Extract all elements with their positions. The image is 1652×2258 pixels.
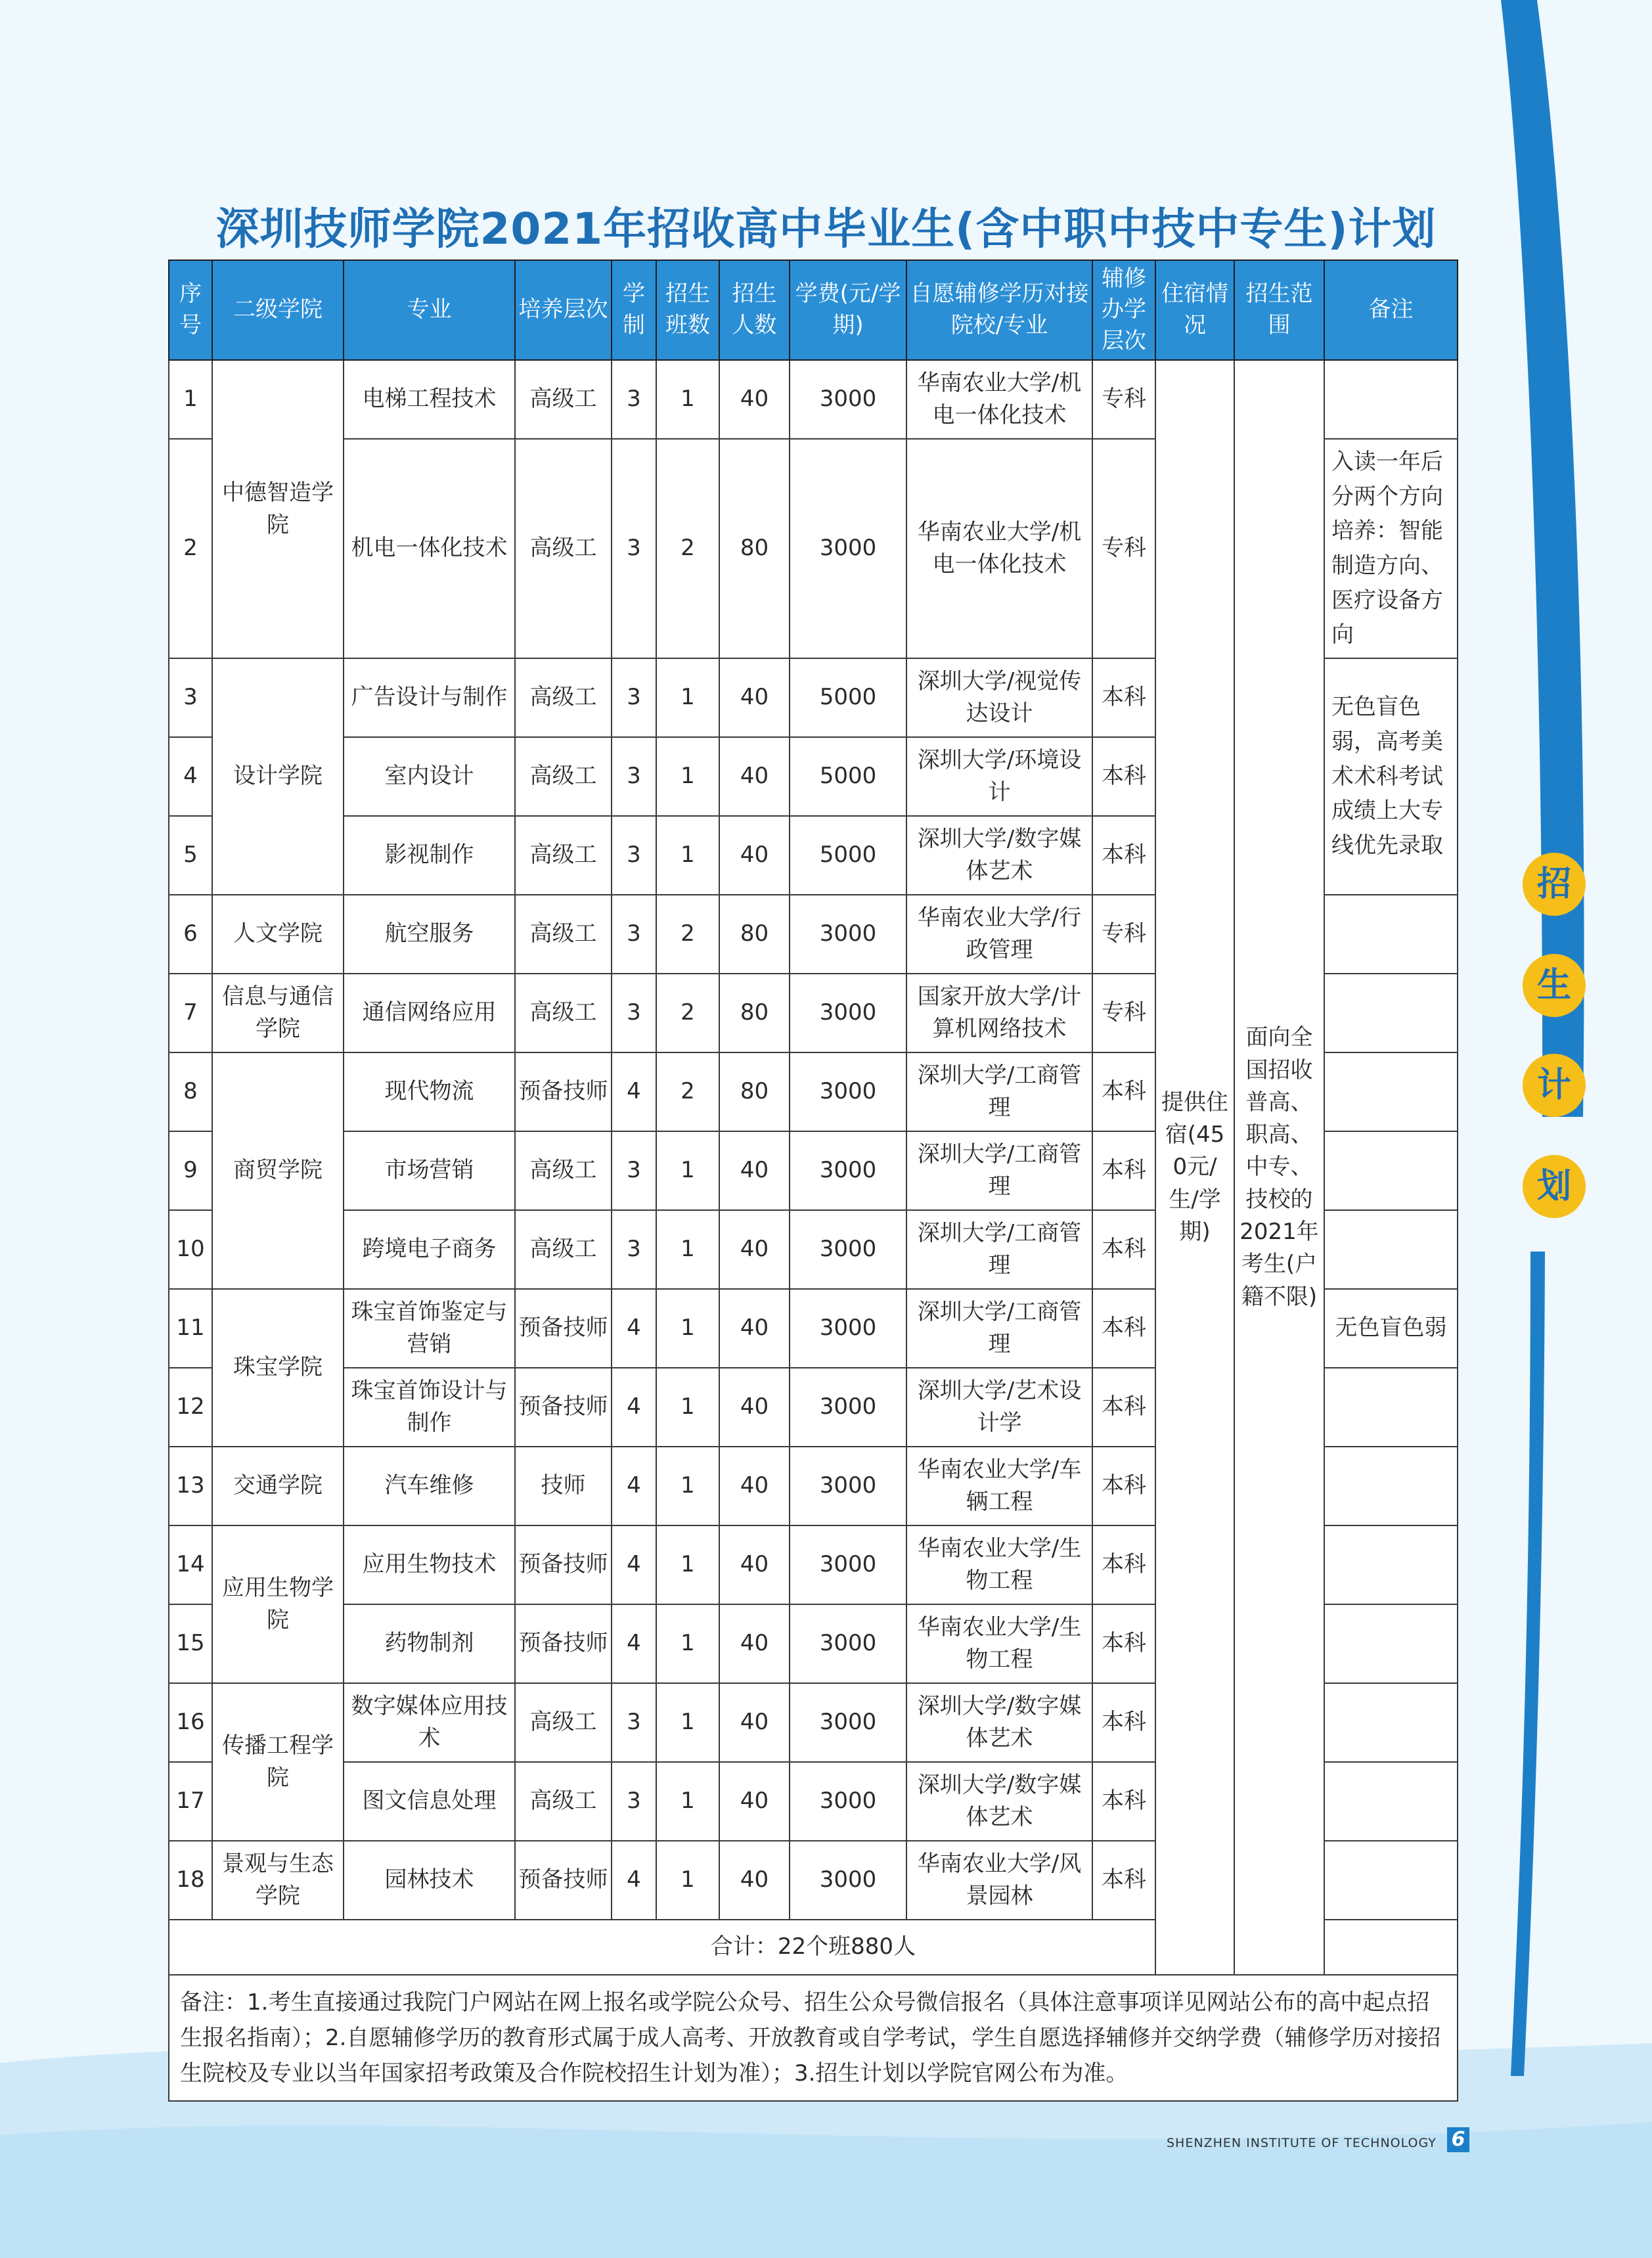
- years-cell: 3: [612, 1683, 656, 1762]
- minor-cell: 华南农业大学/风景园林: [906, 1841, 1092, 1920]
- level-cell: 预备技师: [515, 1368, 612, 1447]
- side-tag-sheng: 生: [1523, 954, 1586, 1017]
- degree-cell: 专科: [1092, 439, 1155, 658]
- students-cell: 40: [719, 737, 790, 816]
- degree-cell: 本科: [1092, 1289, 1155, 1368]
- minor-cell: 华南农业大学/机电一体化技术: [906, 439, 1092, 658]
- major-cell: 应用生物技术: [344, 1525, 515, 1604]
- row-number: 6: [169, 895, 212, 974]
- header-cell: 辅修办学层次: [1092, 260, 1155, 360]
- note-cell: [1324, 1683, 1458, 1762]
- major-cell: 影视制作: [344, 816, 515, 895]
- classes-cell: 2: [656, 1052, 719, 1131]
- fee-cell: 3000: [790, 1841, 906, 1920]
- minor-cell: 深圳大学/数字媒体艺术: [906, 1683, 1092, 1762]
- level-cell: 高级工: [515, 737, 612, 816]
- fee-cell: 3000: [790, 1525, 906, 1604]
- minor-cell: 深圳大学/工商管理: [906, 1210, 1092, 1289]
- years-cell: 4: [612, 1447, 656, 1525]
- minor-cell: 深圳大学/数字媒体艺术: [906, 1762, 1092, 1841]
- fee-cell: 3000: [790, 439, 906, 658]
- degree-cell: 本科: [1092, 1604, 1155, 1683]
- row-number: 2: [169, 439, 212, 658]
- major-cell: 珠宝首饰鉴定与营销: [344, 1289, 515, 1368]
- header-cell: 自愿辅修学历对接院校/专业: [906, 260, 1092, 360]
- row-number: 5: [169, 816, 212, 895]
- row-number: 10: [169, 1210, 212, 1289]
- classes-cell: 1: [656, 658, 719, 737]
- minor-cell: 华南农业大学/生物工程: [906, 1604, 1092, 1683]
- footer-institute-name: SHENZHEN INSTITUTE OF TECHNOLOGY: [1167, 2136, 1437, 2150]
- years-cell: 4: [612, 1368, 656, 1447]
- degree-cell: 本科: [1092, 1210, 1155, 1289]
- degree-cell: 本科: [1092, 1131, 1155, 1210]
- classes-cell: 1: [656, 1447, 719, 1525]
- classes-cell: 2: [656, 895, 719, 974]
- level-cell: 预备技师: [515, 1525, 612, 1604]
- classes-cell: 1: [656, 1131, 719, 1210]
- row-number: 15: [169, 1604, 212, 1683]
- college-cell: 珠宝学院: [212, 1289, 344, 1447]
- right-swoosh-top: [1501, 0, 1584, 1117]
- total-row: [169, 1920, 1458, 1975]
- remark-cell: 备注：1.考生直接通过我院门户网站在网上报名或学院公众号、招生公众号微信报名（具体注意事项详见网站公布的高中起点招生报名指南）；2.自愿辅修学历的教育形式属于成人高考、开放教育或自学考试，学生自愿选择辅修并交纳学费（辅修学历对接招生院校及专业以当年国家招考政策及合作院校招生计划为准）；3.招生计划以学院官网公布为准。: [169, 1975, 1458, 2101]
- note-cell: [1324, 1762, 1458, 1841]
- page-number: 6: [1447, 2127, 1469, 2152]
- classes-cell: 1: [656, 360, 719, 439]
- degree-cell: 本科: [1092, 816, 1155, 895]
- minor-cell: 深圳大学/环境设计: [906, 737, 1092, 816]
- minor-cell: 华南农业大学/行政管理: [906, 895, 1092, 974]
- fee-cell: 5000: [790, 737, 906, 816]
- major-cell: 数字媒体应用技术: [344, 1683, 515, 1762]
- level-cell: 高级工: [515, 439, 612, 658]
- years-cell: 4: [612, 1604, 656, 1683]
- degree-cell: 本科: [1092, 1762, 1155, 1841]
- years-cell: 3: [612, 439, 656, 658]
- row-number: 9: [169, 1131, 212, 1210]
- degree-cell: 专科: [1092, 974, 1155, 1052]
- students-cell: 80: [719, 895, 790, 974]
- table-header-row: [169, 260, 1458, 360]
- years-cell: 4: [612, 1052, 656, 1131]
- note-cell: [1324, 1604, 1458, 1683]
- side-tag-hua: 划: [1523, 1155, 1586, 1218]
- degree-cell: 本科: [1092, 1525, 1155, 1604]
- major-cell: 现代物流: [344, 1052, 515, 1131]
- minor-cell: 深圳大学/工商管理: [906, 1289, 1092, 1368]
- major-cell: 电梯工程技术: [344, 360, 515, 439]
- students-cell: 80: [719, 1052, 790, 1131]
- college-cell: 设计学院: [212, 658, 344, 895]
- classes-cell: 1: [656, 1762, 719, 1841]
- level-cell: 高级工: [515, 1683, 612, 1762]
- years-cell: 3: [612, 360, 656, 439]
- note-cell: [1324, 1131, 1458, 1210]
- table-row: [169, 360, 1458, 439]
- row-number: 18: [169, 1841, 212, 1920]
- level-cell: 高级工: [515, 895, 612, 974]
- fee-cell: 3000: [790, 1762, 906, 1841]
- years-cell: 3: [612, 737, 656, 816]
- fee-cell: 5000: [790, 816, 906, 895]
- side-tag-zhao: 招: [1523, 853, 1586, 916]
- note-cell: [1324, 1525, 1458, 1604]
- major-cell: 图文信息处理: [344, 1762, 515, 1841]
- total-cell: 合计：22个班880人: [169, 1920, 1458, 1975]
- students-cell: 40: [719, 1762, 790, 1841]
- degree-cell: 专科: [1092, 895, 1155, 974]
- degree-cell: 本科: [1092, 1052, 1155, 1131]
- header-cell: 培养层次: [515, 260, 612, 360]
- header-cell: 招生人数: [719, 260, 790, 360]
- remark-row: [169, 1975, 1458, 2101]
- fee-cell: 3000: [790, 1604, 906, 1683]
- college-cell: 传播工程学院: [212, 1683, 344, 1841]
- side-tag-ji: 计: [1523, 1054, 1586, 1117]
- classes-cell: 1: [656, 737, 719, 816]
- major-cell: 机电一体化技术: [344, 439, 515, 658]
- years-cell: 3: [612, 658, 656, 737]
- students-cell: 40: [719, 1447, 790, 1525]
- note-cell: [1324, 1210, 1458, 1289]
- classes-cell: 1: [656, 1289, 719, 1368]
- note-cell: [1324, 1447, 1458, 1525]
- years-cell: 3: [612, 1131, 656, 1210]
- fee-cell: 3000: [790, 895, 906, 974]
- years-cell: 3: [612, 816, 656, 895]
- college-cell: 信息与通信学院: [212, 974, 344, 1052]
- years-cell: 3: [612, 895, 656, 974]
- row-number: 1: [169, 360, 212, 439]
- classes-cell: 1: [656, 1683, 719, 1762]
- college-cell: 应用生物学院: [212, 1525, 344, 1683]
- major-cell: 市场营销: [344, 1131, 515, 1210]
- note-cell: 入读一年后分两个方向培养：智能制造方向、医疗设备方向: [1324, 439, 1458, 658]
- scope-cell: 面向全国招收普高、职高、中专、技校的2021年考生(户籍不限): [1234, 360, 1324, 1975]
- years-cell: 3: [612, 1762, 656, 1841]
- header-cell: 学费(元/学期): [790, 260, 906, 360]
- minor-cell: 深圳大学/工商管理: [906, 1131, 1092, 1210]
- major-cell: 航空服务: [344, 895, 515, 974]
- level-cell: 高级工: [515, 658, 612, 737]
- row-number: 8: [169, 1052, 212, 1131]
- classes-cell: 1: [656, 1841, 719, 1920]
- classes-cell: 2: [656, 974, 719, 1052]
- level-cell: 高级工: [515, 1131, 612, 1210]
- row-number: 3: [169, 658, 212, 737]
- level-cell: 技师: [515, 1447, 612, 1525]
- college-cell: 商贸学院: [212, 1052, 344, 1289]
- header-cell: 备注: [1324, 260, 1458, 360]
- minor-cell: 华南农业大学/生物工程: [906, 1525, 1092, 1604]
- students-cell: 40: [719, 1604, 790, 1683]
- degree-cell: 本科: [1092, 1368, 1155, 1447]
- note-cell: [1324, 974, 1458, 1052]
- level-cell: 预备技师: [515, 1841, 612, 1920]
- row-number: 7: [169, 974, 212, 1052]
- college-cell: 交通学院: [212, 1447, 344, 1525]
- level-cell: 高级工: [515, 1210, 612, 1289]
- classes-cell: 1: [656, 1604, 719, 1683]
- students-cell: 40: [719, 1210, 790, 1289]
- level-cell: 高级工: [515, 974, 612, 1052]
- level-cell: 高级工: [515, 816, 612, 895]
- students-cell: 40: [719, 1131, 790, 1210]
- years-cell: 4: [612, 1525, 656, 1604]
- major-cell: 室内设计: [344, 737, 515, 816]
- level-cell: 高级工: [515, 360, 612, 439]
- years-cell: 3: [612, 1210, 656, 1289]
- minor-cell: 深圳大学/艺术设计学: [906, 1368, 1092, 1447]
- note-cell: [1324, 1841, 1458, 1920]
- classes-cell: 1: [656, 1525, 719, 1604]
- years-cell: 4: [612, 1841, 656, 1920]
- minor-cell: 国家开放大学/计算机网络技术: [906, 974, 1092, 1052]
- degree-cell: 本科: [1092, 1683, 1155, 1762]
- level-cell: 预备技师: [515, 1289, 612, 1368]
- college-cell: 人文学院: [212, 895, 344, 974]
- note-cell: [1324, 360, 1458, 439]
- note-cell: [1324, 1052, 1458, 1131]
- fee-cell: 3000: [790, 1368, 906, 1447]
- degree-cell: 本科: [1092, 1841, 1155, 1920]
- degree-cell: 本科: [1092, 737, 1155, 816]
- header-cell: 二级学院: [212, 260, 344, 360]
- right-swoosh-bottom: [1511, 1252, 1545, 2076]
- classes-cell: 1: [656, 1210, 719, 1289]
- major-cell: 跨境电子商务: [344, 1210, 515, 1289]
- students-cell: 40: [719, 1525, 790, 1604]
- row-number: 17: [169, 1762, 212, 1841]
- years-cell: 4: [612, 1289, 656, 1368]
- fee-cell: 5000: [790, 658, 906, 737]
- students-cell: 40: [719, 1289, 790, 1368]
- classes-cell: 1: [656, 1368, 719, 1447]
- college-cell: 中德智造学院: [212, 360, 344, 658]
- major-cell: 通信网络应用: [344, 974, 515, 1052]
- years-cell: 3: [612, 974, 656, 1052]
- level-cell: 预备技师: [515, 1052, 612, 1131]
- row-number: 16: [169, 1683, 212, 1762]
- header-cell: 招生班数: [656, 260, 719, 360]
- row-number: 14: [169, 1525, 212, 1604]
- students-cell: 80: [719, 974, 790, 1052]
- level-cell: 高级工: [515, 1762, 612, 1841]
- page-title: 深圳技师学院2021年招收高中毕业生(含中职中技中专生)计划: [215, 204, 1437, 254]
- enrollment-plan-table: [168, 260, 1458, 2102]
- minor-cell: 深圳大学/数字媒体艺术: [906, 816, 1092, 895]
- fee-cell: 3000: [790, 1131, 906, 1210]
- fee-cell: 3000: [790, 1210, 906, 1289]
- note-cell: 无色盲色弱，高考美术术科考试成绩上大专线优先录取: [1324, 658, 1458, 895]
- header-cell: 序号: [169, 260, 212, 360]
- header-cell: 招生范围: [1234, 260, 1324, 360]
- students-cell: 80: [719, 439, 790, 658]
- major-cell: 药物制剂: [344, 1604, 515, 1683]
- minor-cell: 华南农业大学/机电一体化技术: [906, 360, 1092, 439]
- classes-cell: 1: [656, 816, 719, 895]
- row-number: 4: [169, 737, 212, 816]
- classes-cell: 2: [656, 439, 719, 658]
- row-number: 12: [169, 1368, 212, 1447]
- degree-cell: 本科: [1092, 1447, 1155, 1525]
- header-cell: 学制: [612, 260, 656, 360]
- fee-cell: 3000: [790, 1683, 906, 1762]
- accommodation-cell: 提供住宿(450元/生/学期): [1155, 360, 1234, 1975]
- major-cell: 园林技术: [344, 1841, 515, 1920]
- students-cell: 40: [719, 1683, 790, 1762]
- row-number: 13: [169, 1447, 212, 1525]
- level-cell: 预备技师: [515, 1604, 612, 1683]
- college-cell: 景观与生态学院: [212, 1841, 344, 1920]
- note-cell: [1324, 895, 1458, 974]
- minor-cell: 深圳大学/视觉传达设计: [906, 658, 1092, 737]
- students-cell: 40: [719, 1841, 790, 1920]
- major-cell: 广告设计与制作: [344, 658, 515, 737]
- fee-cell: 3000: [790, 1289, 906, 1368]
- fee-cell: 3000: [790, 1447, 906, 1525]
- row-number: 11: [169, 1289, 212, 1368]
- fee-cell: 3000: [790, 1052, 906, 1131]
- major-cell: 汽车维修: [344, 1447, 515, 1525]
- header-cell: 住宿情况: [1155, 260, 1234, 360]
- note-cell: 无色盲色弱: [1324, 1289, 1458, 1368]
- degree-cell: 专科: [1092, 360, 1155, 439]
- students-cell: 40: [719, 1368, 790, 1447]
- minor-cell: 华南农业大学/车辆工程: [906, 1447, 1092, 1525]
- minor-cell: 深圳大学/工商管理: [906, 1052, 1092, 1131]
- fee-cell: 3000: [790, 360, 906, 439]
- degree-cell: 本科: [1092, 658, 1155, 737]
- students-cell: 40: [719, 816, 790, 895]
- header-cell: 专业: [344, 260, 515, 360]
- fee-cell: 3000: [790, 974, 906, 1052]
- major-cell: 珠宝首饰设计与制作: [344, 1368, 515, 1447]
- students-cell: 40: [719, 360, 790, 439]
- students-cell: 40: [719, 658, 790, 737]
- note-cell: [1324, 1368, 1458, 1447]
